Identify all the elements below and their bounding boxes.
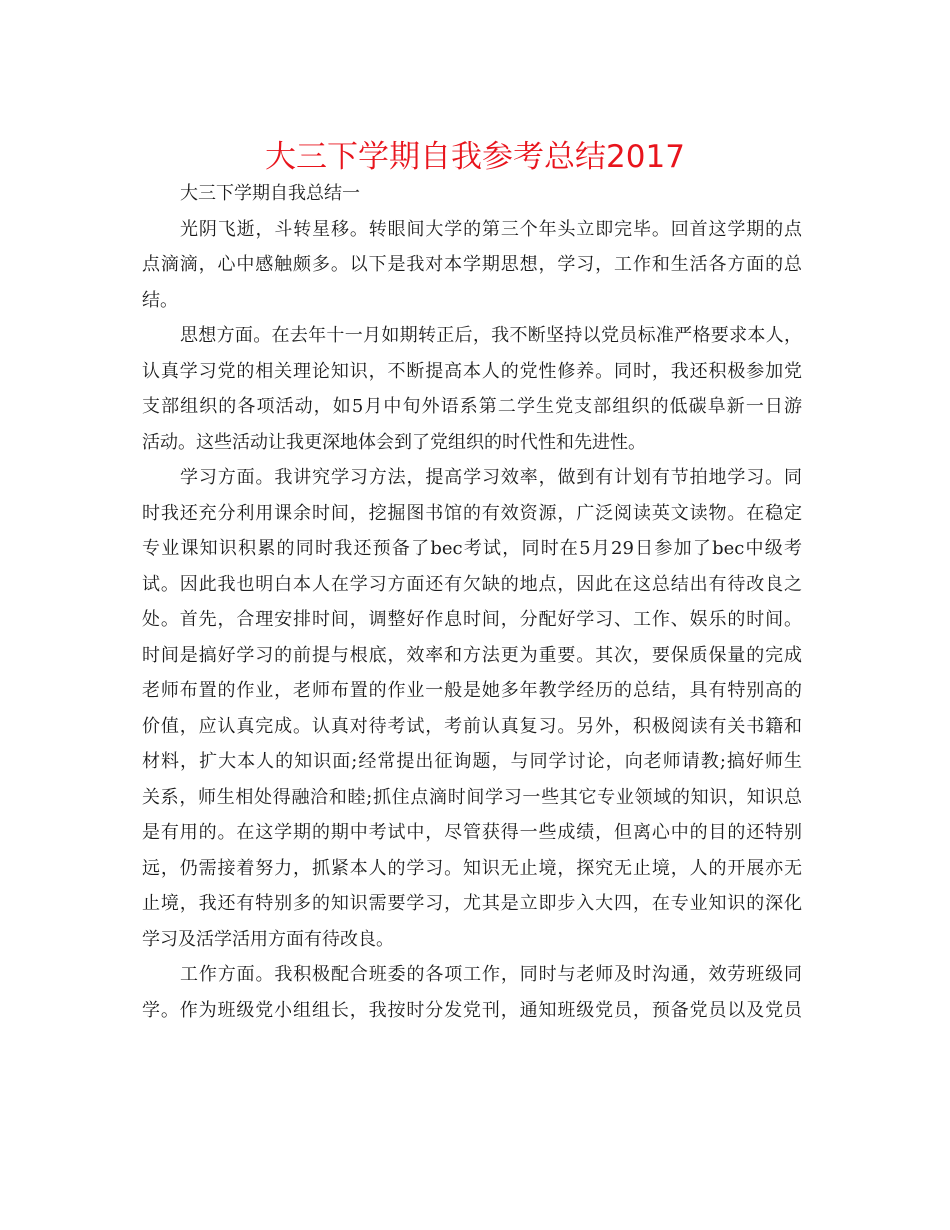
- paragraph-line: 材料，扩大本人的知识面;经常提出征询题，与同学讨论，向老师请教;搞好师生: [142, 751, 802, 772]
- paragraph-line: 点滴滴，心中感触颇多。以下是我对本学期思想，学习，工作和生活各方面的总: [142, 254, 802, 275]
- paragraph-line: 学习方面。我讲究学习方法，提高学习效率，做到有计划有节拍地学习。同: [180, 467, 802, 488]
- paragraph-line: 老师布置的作业，老师布置的作业一般是她多年教学经历的总结，具有特别高的: [142, 680, 802, 701]
- paragraph-line: 试。因此我也明白本人在学习方面还有欠缺的地点，因此在这总结出有待改良之: [142, 573, 802, 595]
- paragraph-line: 处。首先，合理安排时间，调整好作息时间，分配好学习、工作、娱乐的时间。: [142, 609, 802, 630]
- paragraph-line: 止境，我还有特别多的知识需要学习，尤其是立即步入大四，在专业知识的深化: [142, 893, 802, 914]
- paragraph-line: 思想方面。在去年十一月如期转正后，我不断坚持以党员标准严格要求本人，: [180, 325, 802, 346]
- document-body: [142, 176, 802, 1028]
- paragraph-line: 价值，应认真完成。认真对待考试，考前认真复习。另外，积极阅读有关书籍和: [142, 715, 802, 737]
- paragraph: [142, 212, 802, 319]
- paragraph: [142, 957, 802, 1028]
- paragraph-line: 学。作为班级党小组组长，我按时分发党刊，通知班级党员，预备党员以及党员: [142, 999, 802, 1021]
- paragraph-line: 支部组织的各项活动，如5月中旬外语系第二学生党支部组织的低碳阜新一日游: [142, 396, 802, 417]
- document-subtitle: 大三下学期自我总结一: [180, 183, 360, 204]
- paragraph-line: 时间是搞好学习的前提与根底，效率和方法更为重要。其次，要保质保量的完成: [142, 644, 802, 666]
- paragraph-line: 认真学习党的相关理论知识，不断提高本人的党性修养。同时，我还积极参加党: [142, 360, 802, 382]
- paragraph-line: 学习及活学活用方面有待改良。: [142, 928, 394, 950]
- paragraph-line: 活动。这些活动让我更深地体会到了党组织的时代性和先进性。: [142, 431, 646, 453]
- document-title: 大三下学期自我参考总结2017: [265, 139, 685, 175]
- paragraph-line: 光阴飞逝，斗转星移。转眼间大学的第三个年头立即完毕。回首这学期的点: [180, 218, 802, 240]
- paragraph: [142, 318, 802, 460]
- paragraph-line: 工作方面。我积极配合班委的各项工作，同时与老师及时沟通，效劳班级同: [180, 964, 802, 985]
- paragraph-line: 专业课知识积累的同时我还预备了bec考试，同时在5月29日参加了bec中级考: [142, 538, 802, 559]
- paragraph-line: 是有用的。在这学期的期中考试中，尽管获得一些成绩，但离心中的目的还特别: [142, 822, 802, 843]
- paragraph: [142, 460, 802, 957]
- paragraph-line: 结。: [142, 289, 178, 311]
- paragraph-line: 远，仍需接着努力，抓紧本人的学习。知识无止境，探究无止境，人的开展亦无: [142, 857, 802, 879]
- paragraph-line: 时我还充分利用课余时间，挖掘图书馆的有效资源，广泛阅读英文读物。在稳定: [142, 502, 802, 524]
- paragraph-line: 关系，师生相处得融洽和睦;抓住点滴时间学习一些其它专业领域的知识，知识总: [142, 786, 802, 808]
